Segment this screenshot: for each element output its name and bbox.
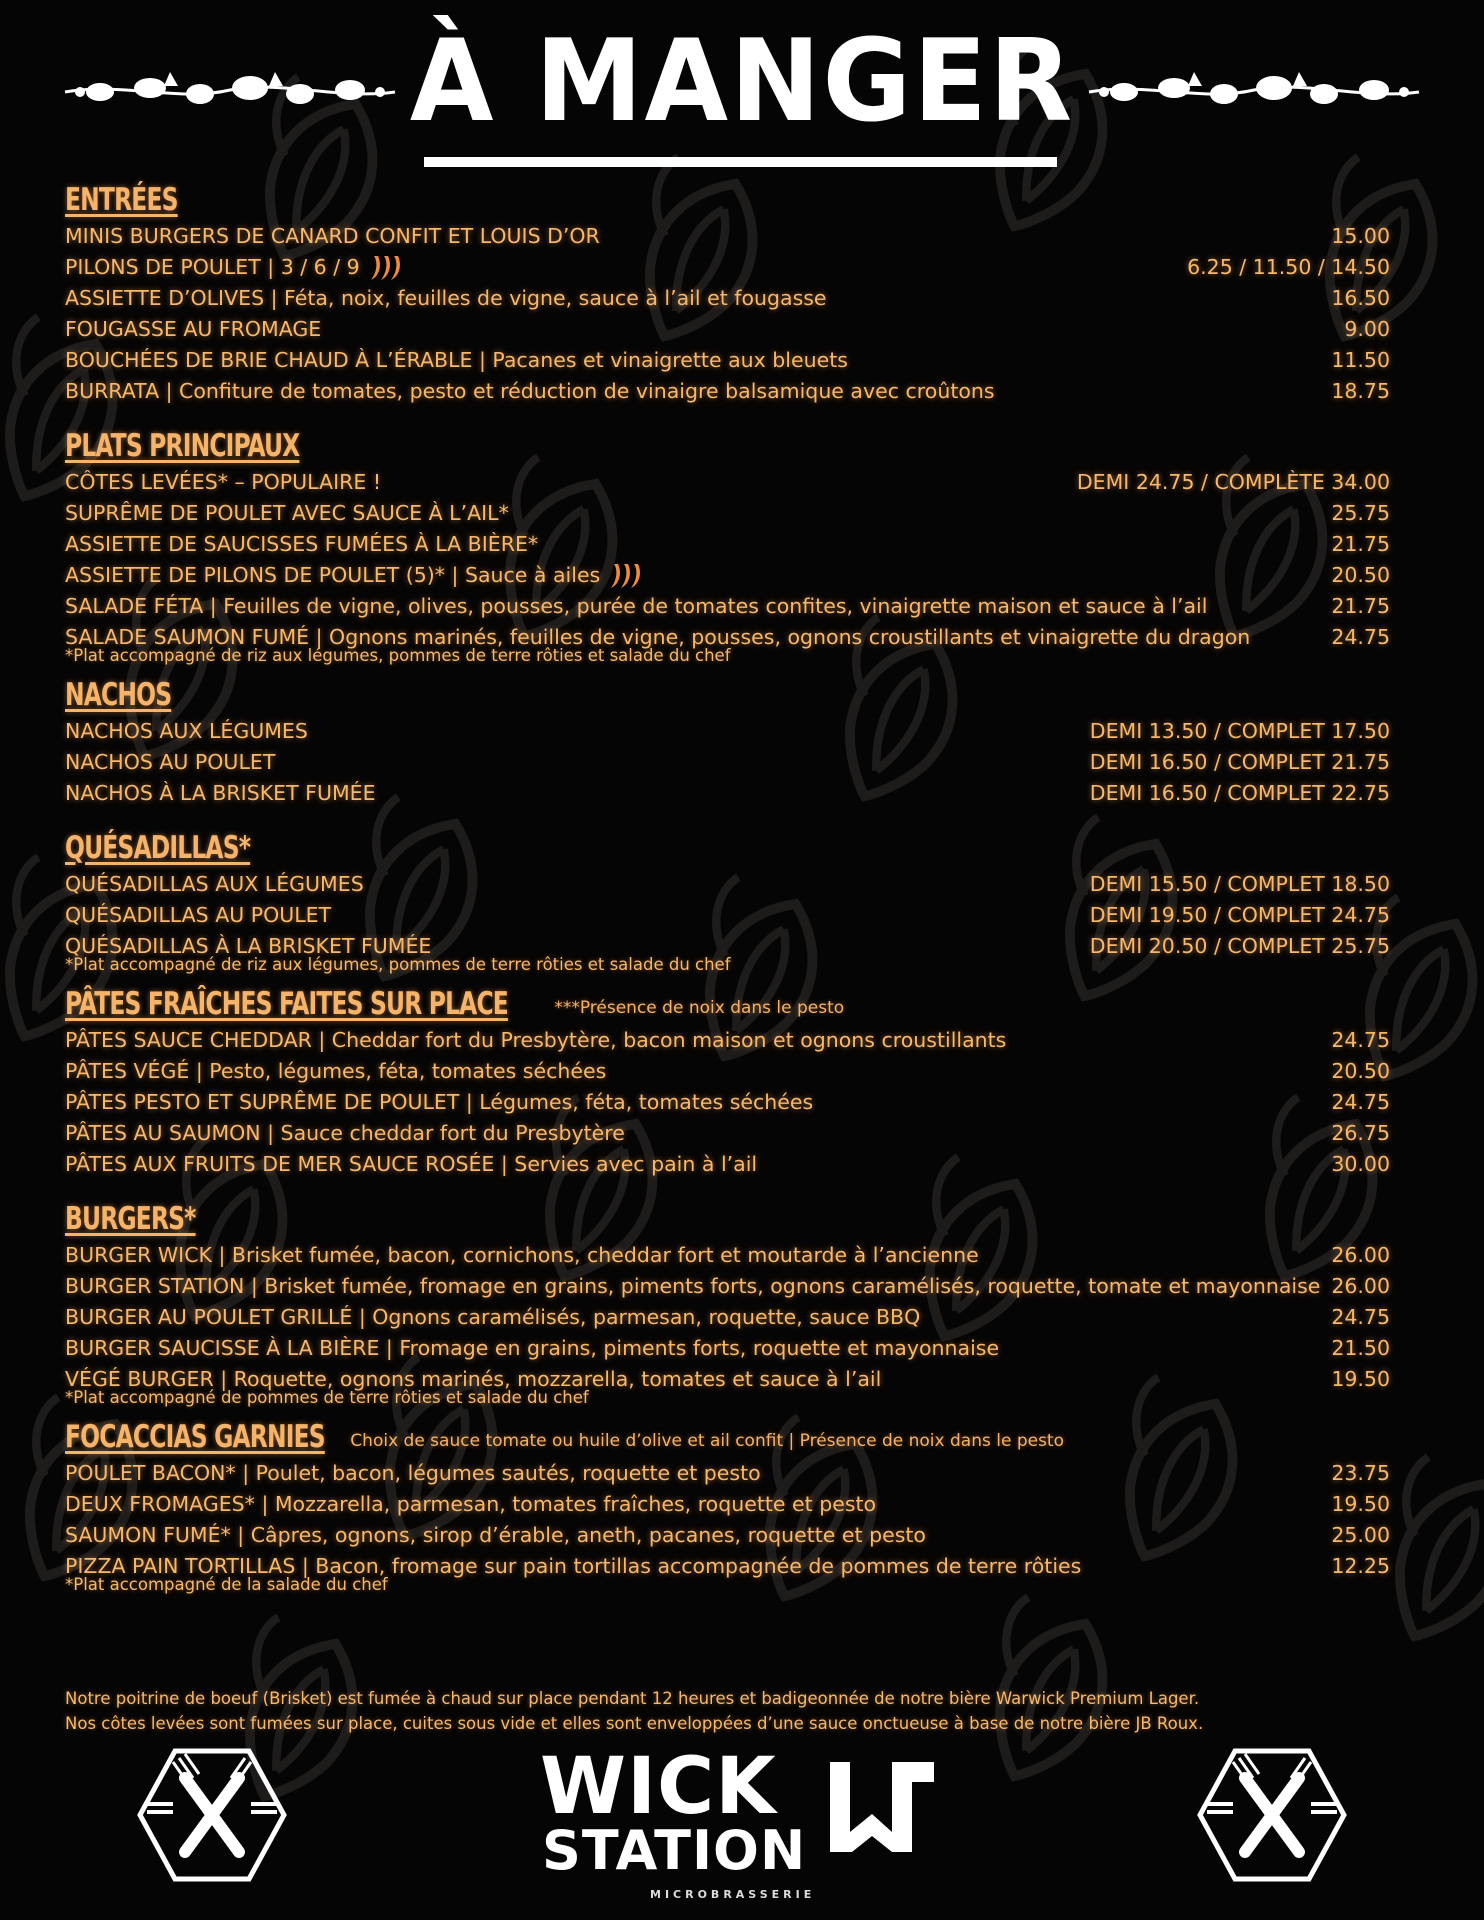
brisket-note: Notre poitrine de boeuf (Brisket) est fumée à chaud sur place pendant 12 heures et badigeonnée de notre bière Warwick Premium Lager. [65, 1689, 1200, 1708]
section-footnote: *Plat accompagné de pommes de terre rôties et salade du chef [65, 1388, 589, 1407]
menu-item-name: PILONS DE POULET | 3 / 6 / 9 [65, 254, 360, 279]
menu-item-wrapper [65, 872, 364, 896]
menu-item-wrapper [65, 1492, 876, 1516]
menu-item [65, 868, 1390, 899]
menu-item-price: 19.50 [1331, 1366, 1390, 1391]
menu-item [65, 220, 1390, 251]
menu-item-name: NACHOS À LA BRISKET FUMÉE [65, 780, 376, 805]
section-footnote: *Plat accompagné de riz aux légumes, pommes de terre rôties et salade du chef [65, 646, 731, 665]
menu-item-wrapper [65, 1461, 761, 1485]
menu-item-price: DEMI 20.50 / COMPLET 25.75 [1089, 933, 1390, 958]
menu-item-price: 20.50 [1331, 1058, 1390, 1083]
menu-item-price: 20.50 [1331, 562, 1390, 587]
menu-item-name: VÉGÉ BURGER | Roquette, ognons marinés, mozzarella, tomates et sauce à l’ail [65, 1366, 882, 1391]
menu-item-wrapper [65, 560, 644, 590]
section-footnote: *Plat accompagné de riz aux légumes, pommes de terre rôties et salade du chef [65, 955, 731, 974]
section-note: ***Présence de noix dans le pesto [554, 998, 845, 1018]
menu-item [65, 282, 1390, 313]
menu-item [65, 1148, 1390, 1179]
menu-item-price: 25.00 [1331, 1522, 1390, 1547]
menu-item [65, 777, 1390, 808]
menu-item-name: QUÉSADILLAS AUX LÉGUMES [65, 871, 364, 896]
section-spacer [65, 1179, 1390, 1195]
menu-item-wrapper [65, 1336, 999, 1360]
section-note: Choix de sauce tomate ou huile d’olive et ail confit | Présence de noix dans le pesto [350, 1431, 1064, 1451]
menu-item-wrapper [65, 1059, 606, 1083]
menu-item-wrapper [65, 903, 331, 927]
menu-item-wrapper [65, 594, 1207, 618]
menu-item-name: QUÉSADILLAS À LA BRISKET FUMÉE [65, 933, 432, 958]
menu-item-wrapper [65, 1090, 813, 1114]
menu-item [65, 1055, 1390, 1086]
menu-header [0, 0, 1484, 175]
section-header [65, 1413, 1390, 1457]
menu-item-name: BURGER AU POULET GRILLÉ | Ognons caramélisés, parmesan, roquette, sauce BBQ [65, 1304, 921, 1329]
menu-item-name: BURRATA | Confiture de tomates, pesto et réduction de vinaigre balsamique avec croûtons [65, 378, 995, 403]
section-plats-principaux [65, 422, 1390, 669]
menu-item-price: 21.50 [1331, 1335, 1390, 1360]
menu-item-name: FOUGASSE AU FROMAGE [65, 316, 322, 341]
menu-item-price: 24.75 [1331, 624, 1390, 649]
menu-item-price: DEMI 24.75 / COMPLÈTE 34.00 [1076, 469, 1390, 494]
menu-item-wrapper [65, 348, 848, 372]
menu-item-name: DEUX FROMAGES* | Mozzarella, parmesan, tomates fraîches, roquette et pesto [65, 1491, 877, 1516]
menu-item-price: 9.00 [1344, 316, 1390, 341]
menu-item-name: PÂTES AU SAUMON | Sauce cheddar fort du Presbytère [65, 1120, 625, 1145]
menu-item-name: PÂTES AUX FRUITS DE MER SAUCE ROSÉE | Servies avec pain à l’ail [65, 1151, 758, 1176]
section-header [65, 824, 1390, 868]
menu-item-name: NACHOS AU POULET [65, 749, 276, 774]
menu-item [65, 375, 1390, 406]
menu-item-price: 21.75 [1331, 531, 1390, 556]
chili-pepper-icon [368, 252, 404, 282]
menu-item-name: BURGER STATION | Brisket fumée, fromage en grains, piments forts, ognons caramélisés, roquette, tomate et mayonnaise [65, 1273, 1321, 1298]
menu-item-wrapper [65, 1523, 926, 1547]
section-title: QUÉSADILLAS* [65, 830, 251, 866]
menu-item-name: SUPRÊME DE POULET AVEC SAUCE À L’AIL* [65, 500, 509, 525]
menu-item-wrapper [65, 470, 381, 494]
menu-item-name: PÂTES PESTO ET SUPRÊME DE POULET | Légumes, féta, tomates séchées [65, 1089, 814, 1114]
menu-item-price: DEMI 16.50 / COMPLET 21.75 [1089, 749, 1390, 774]
menu-item-wrapper [65, 1028, 1006, 1052]
page-title: À MANGER [409, 15, 1075, 148]
menu-item [65, 528, 1390, 559]
section-pates-fraiches-faites-sur-place [65, 980, 1390, 1179]
section-title: FOCACCIAS GARNIES [65, 1419, 325, 1455]
section-title: PÂTES FRAÎCHES FAITES SUR PLACE [65, 986, 508, 1022]
menu-item-price: 15.00 [1331, 223, 1390, 248]
menu-item-price: 30.00 [1331, 1151, 1390, 1176]
section-header [65, 422, 1390, 466]
section-title: NACHOS [65, 677, 172, 713]
menu-item-name: SALADE FÉTA | Feuilles de vigne, olives, pousses, purée de tomates confites, vinaigrette maison et sauce à l’ail [65, 593, 1208, 618]
brand-line-wick: WICK [540, 1742, 777, 1832]
menu-item-name: QUÉSADILLAS AU POULET [65, 902, 332, 927]
menu-item [65, 344, 1390, 375]
menu-item-name: CÔTES LEVÉES* – POPULAIRE ! [65, 469, 382, 494]
menu-item-wrapper [65, 625, 1250, 649]
menu-item [65, 1024, 1390, 1055]
menu-item-price: DEMI 13.50 / COMPLET 17.50 [1089, 718, 1390, 743]
menu-item-name: ASSIETTE D’OLIVES | Féta, noix, feuilles de vigne, sauce à l’ail et fougasse [65, 285, 827, 310]
menu-item [65, 1457, 1390, 1488]
menu-item-wrapper [65, 286, 827, 310]
menu-item-wrapper [65, 781, 376, 805]
ribs-note: Nos côtes levées sont fumées sur place, cuites sous vide et elles sont enveloppées d’une sauce onctueuse à base de notre bière JB Roux. [65, 1714, 1204, 1733]
menu-item [65, 1270, 1390, 1301]
brand-line-station: STATION [542, 1819, 807, 1882]
section-header [65, 176, 1390, 220]
menu-item-wrapper [65, 1367, 881, 1391]
section-title: ENTRÉES [65, 182, 178, 218]
menu-item-price: 26.75 [1331, 1120, 1390, 1145]
menu-item-name: PÂTES VÉGÉ | Pesto, légumes, féta, tomates séchées [65, 1058, 607, 1083]
crossed-fork-knife-icon [137, 1748, 287, 1882]
menu-item-wrapper [65, 1121, 625, 1145]
menu-item-wrapper [65, 1243, 979, 1267]
menu-item [65, 1301, 1390, 1332]
menu-item-wrapper [65, 1152, 757, 1176]
menu-item [65, 1488, 1390, 1519]
section-footnote: *Plat accompagné de la salade du chef [65, 1575, 388, 1594]
menu-item-name: PÂTES SAUCE CHEDDAR | Cheddar fort du Presbytère, bacon maison et ognons croustillants [65, 1027, 1007, 1052]
section-header [65, 980, 1390, 1024]
menu-item-name: BOUCHÉES DE BRIE CHAUD À L’ÉRABLE | Pacanes et vinaigrette aux bleuets [65, 347, 848, 372]
menu-item-wrapper [65, 1554, 1081, 1578]
menu-item [65, 313, 1390, 344]
menu-item-price: 24.75 [1331, 1027, 1390, 1052]
hop-garland-icon [1084, 62, 1424, 122]
section-header [65, 1195, 1390, 1239]
menu-item-price: DEMI 15.50 / COMPLET 18.50 [1089, 871, 1390, 896]
menu-item-price: 21.75 [1331, 593, 1390, 618]
menu-item-wrapper [65, 532, 538, 556]
menu-item-price: 24.75 [1331, 1304, 1390, 1329]
menu-item-price: 24.75 [1331, 1089, 1390, 1114]
section-title: BURGERS* [65, 1201, 196, 1237]
menu-item-name: MINIS BURGERS DE CANARD CONFIT ET LOUIS D’OR [65, 223, 600, 248]
menu-item-name: NACHOS AUX LÉGUMES [65, 718, 308, 743]
chili-pepper-icon [608, 560, 644, 590]
menu-item [65, 899, 1390, 930]
bottom-notes [65, 1686, 1203, 1736]
menu-item-wrapper [65, 252, 404, 282]
menu-item-price: 11.50 [1331, 347, 1390, 372]
section-spacer [65, 406, 1390, 422]
section-burgers [65, 1195, 1390, 1411]
menu-item-wrapper [65, 1305, 920, 1329]
section-nachos [65, 671, 1390, 808]
menu-item-price: 26.00 [1331, 1242, 1390, 1267]
menu-item-name: POULET BACON* | Poulet, bacon, légumes sautés, roquette et pesto [65, 1460, 761, 1485]
menu-item-price: 6.25 / 11.50 / 14.50 [1187, 254, 1390, 279]
menu-item [65, 1117, 1390, 1148]
menu-item-price: 12.25 [1331, 1553, 1390, 1578]
menu-item-price: DEMI 19.50 / COMPLET 24.75 [1089, 902, 1390, 927]
section-focaccias-garnies [65, 1413, 1390, 1598]
menu-item [65, 497, 1390, 528]
menu-item-name: ASSIETTE DE PILONS DE POULET (5)* | Sauce à ailes [65, 562, 601, 587]
menu-item-price: 19.50 [1331, 1491, 1390, 1516]
title-underline [424, 157, 1057, 167]
menu-item [65, 715, 1390, 746]
menu-item [65, 559, 1390, 590]
menu-item [65, 251, 1390, 282]
brand-line-microbrasserie: MICROBRASSERIE [650, 1888, 816, 1901]
menu-item-name: ASSIETTE DE SAUCISSES FUMÉES À LA BIÈRE* [65, 531, 539, 556]
menu-item [65, 1332, 1390, 1363]
section-quesadillas [65, 824, 1390, 978]
ws-brand-mark-icon [822, 1752, 942, 1872]
menu-item-wrapper [65, 379, 995, 403]
menu-item [65, 1519, 1390, 1550]
wick-station-logo [540, 1742, 950, 1908]
menu-item-price: 25.75 [1331, 500, 1390, 525]
crossed-fork-knife-icon [1197, 1748, 1347, 1882]
section-header [65, 671, 1390, 715]
menu-item-wrapper [65, 224, 600, 248]
menu-item-name: PIZZA PAIN TORTILLAS | Bacon, fromage sur pain tortillas accompagnée de pommes de terre rôties [65, 1553, 1082, 1578]
menu-item [65, 590, 1390, 621]
menu-item-wrapper [65, 1274, 1320, 1298]
menu-item [65, 746, 1390, 777]
menu-item-wrapper [65, 750, 275, 774]
menu-item-price: DEMI 16.50 / COMPLET 22.75 [1089, 780, 1390, 805]
section-spacer [65, 808, 1390, 824]
menu-item-price: 23.75 [1331, 1460, 1390, 1485]
menu-item [65, 1239, 1390, 1270]
menu-item-price: 16.50 [1331, 285, 1390, 310]
menu-item-wrapper [65, 934, 431, 958]
menu-item-name: SAUMON FUMÉ* | Câpres, ognons, sirop d’érable, aneth, pacanes, roquette et pesto [65, 1522, 926, 1547]
menu-item-name: BURGER SAUCISSE À LA BIÈRE | Fromage en grains, piments forts, roquette et mayonnaise [65, 1335, 1000, 1360]
menu-item-wrapper [65, 719, 308, 743]
menu-sections [65, 176, 1390, 1598]
menu-item-wrapper [65, 501, 509, 525]
menu-item [65, 1086, 1390, 1117]
section-title: PLATS PRINCIPAUX [65, 428, 300, 464]
menu-item-name: SALADE SAUMON FUMÉ | Ognons marinés, feuilles de vigne, pousses, ognons croustillants et vinaigrette du dragon [65, 624, 1251, 649]
menu-item-wrapper [65, 317, 321, 341]
menu-item [65, 466, 1390, 497]
menu-item-name: BURGER WICK | Brisket fumée, bacon, cornichons, cheddar fort et moutarde à l’ancienne [65, 1242, 979, 1267]
menu-item-price: 26.00 [1331, 1273, 1390, 1298]
menu-item-price: 18.75 [1331, 378, 1390, 403]
section-entrees [65, 176, 1390, 406]
